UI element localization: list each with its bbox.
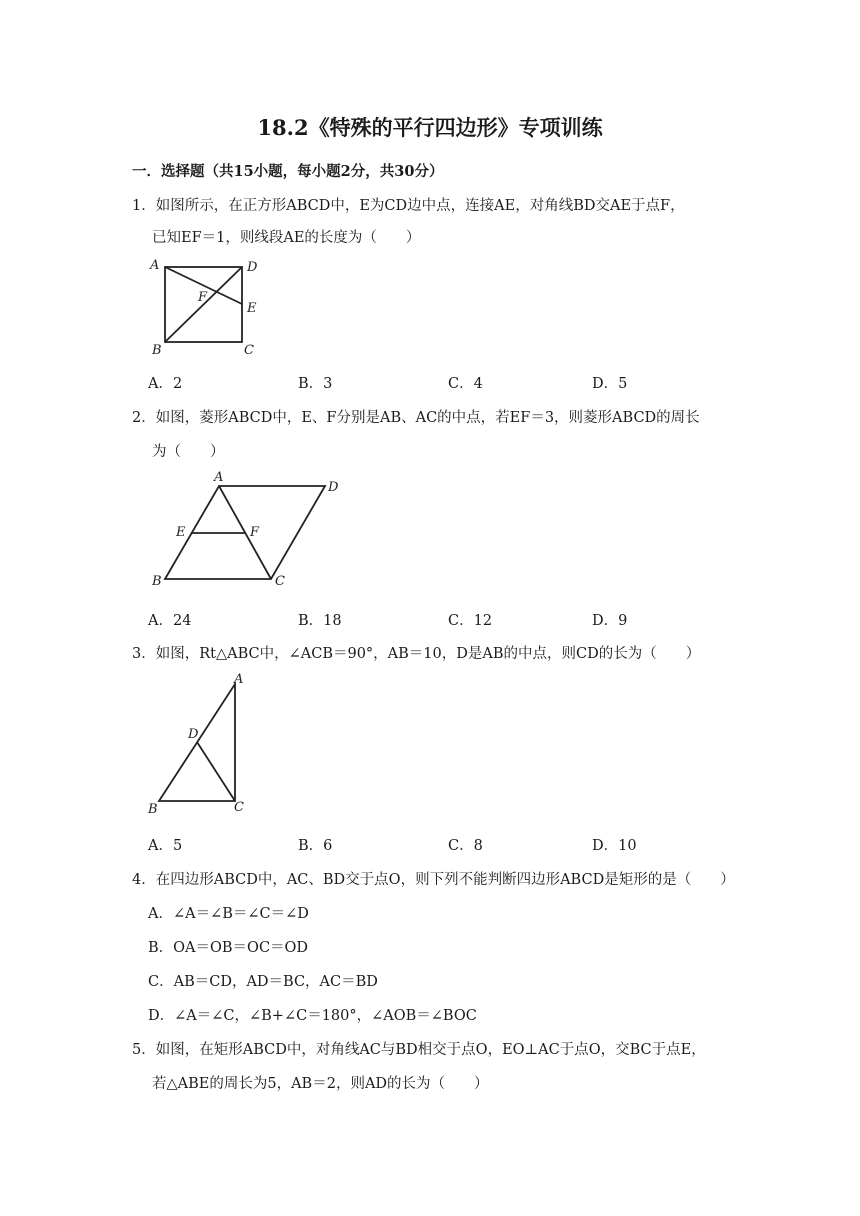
label-d: D xyxy=(188,727,199,742)
q2-rhombus-figure xyxy=(140,465,360,595)
q1-option-c: C．4 xyxy=(448,376,483,392)
q2-option-a: A．24 xyxy=(148,613,192,629)
q3-text-line1: 3．如图，Rt△ABC中，∠ACB＝90°，AB＝10，D是AB的中点，则CD的长为（ ） xyxy=(132,646,701,662)
q1-text-line1: 1．如图所示，在正方形ABCD中，E为CD边中点，连接AE，对角线BD交AE于点F， xyxy=(132,198,685,214)
q4-text-line1: 4．在四边形ABCD中，AC、BD交于点O，则下列不能判断四边形ABCD是矩形的是（ ） xyxy=(132,872,735,888)
label-a: A xyxy=(214,470,224,485)
q1-option-a: A．2 xyxy=(148,376,183,392)
q4-option-c: C．AB＝CD，AD＝BC，AC＝BD xyxy=(148,974,378,990)
q5-text-line2: 若△ABE的周长为5，AB＝2，则AD的长为（ ） xyxy=(152,1076,489,1092)
label-e: E xyxy=(247,301,257,316)
q3-option-d: D．10 xyxy=(592,838,637,854)
label-b: B xyxy=(152,343,162,358)
q2-text-line2: 为（ ） xyxy=(152,444,225,460)
q4-option-b: B．OA＝OB＝OC＝OD xyxy=(148,940,309,956)
label-f: F xyxy=(198,290,208,305)
q4-option-d: D．∠A＝∠C，∠B+∠C＝180°，∠AOB＝∠BOC xyxy=(148,1008,477,1024)
q1-option-b: B．3 xyxy=(298,376,333,392)
q3-option-b: B．6 xyxy=(298,838,333,854)
label-b: B xyxy=(148,802,158,817)
q1-option-d: D．5 xyxy=(592,376,628,392)
q2-option-d: D．9 xyxy=(592,613,628,629)
section-heading: 一．选择题（共15小题，每小题2分，共30分） xyxy=(132,163,444,180)
q5-text-line1: 5．如图，在矩形ABCD中，对角线AC与BD相交于点O，EO⊥AC于点O，交BC于点E， xyxy=(132,1042,706,1058)
q2-option-c: C．12 xyxy=(448,613,493,629)
label-d: D xyxy=(328,480,339,495)
label-d: D xyxy=(247,260,258,275)
q4-option-a: A．∠A＝∠B＝∠C＝∠D xyxy=(148,906,309,922)
document-title: 18.2《特殊的平行四边形》专项训练 xyxy=(257,115,603,140)
q1-text-line2: 已知EF＝1，则线段AE的长度为（ ） xyxy=(152,230,421,246)
q3-triangle-figure xyxy=(140,668,270,818)
label-b: B xyxy=(152,574,162,589)
label-e: E xyxy=(176,525,186,540)
label-c: C xyxy=(275,574,285,589)
median-cd xyxy=(197,742,235,801)
label-f: F xyxy=(250,525,260,540)
q2-option-b: B．18 xyxy=(298,613,342,629)
label-c: C xyxy=(234,800,244,815)
q1-square-figure xyxy=(140,250,280,370)
q3-option-c: C．8 xyxy=(448,838,483,854)
q3-option-a: A．5 xyxy=(148,838,183,854)
label-a: A xyxy=(234,672,244,687)
label-c: C xyxy=(244,343,254,358)
q2-text-line1: 2．如图，菱形ABCD中，E、F分别是AB、AC的中点，若EF＝3，则菱形ABCD的周长 xyxy=(132,410,700,426)
label-a: A xyxy=(150,258,160,273)
